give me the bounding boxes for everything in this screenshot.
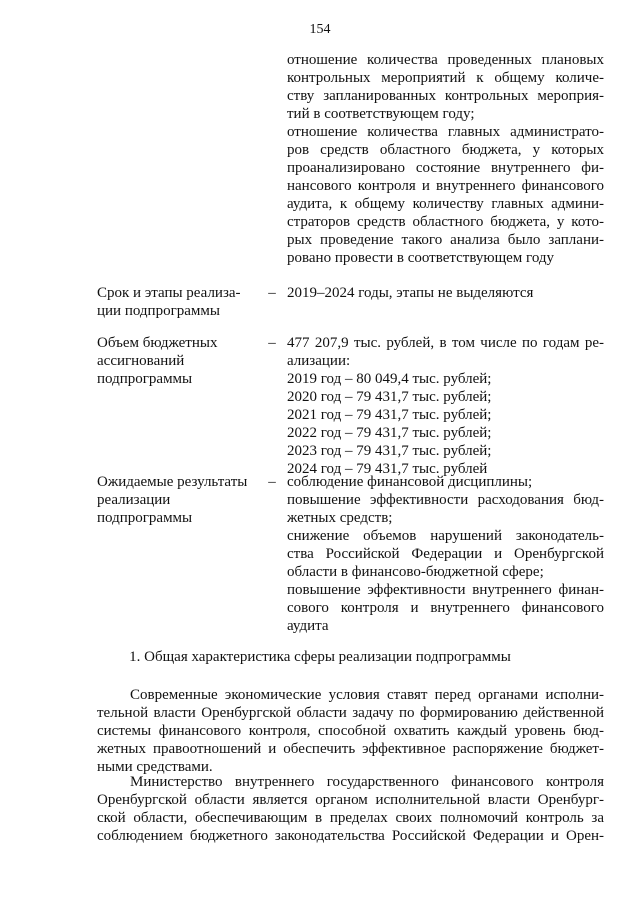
passport-label-results <box>97 473 265 527</box>
section-heading: 1. Общая характеристика сферы реализации подпрограммы <box>129 649 511 665</box>
text-line: ров средств областного бюджета, у которых <box>287 142 604 158</box>
passport-label-term <box>97 284 265 320</box>
text-line: аудита, к общему количеству главных админи- <box>287 196 604 212</box>
text-line: системы финансового контроля, способной охватить каждый уровень бюд- <box>97 723 604 739</box>
label-line: подпрограммы <box>97 510 193 526</box>
passport-value-budget <box>287 334 604 478</box>
label-line: реализации <box>97 492 171 508</box>
value-line: снижение объемов нарушений законодатель- <box>287 528 604 544</box>
paragraph-1 <box>97 686 604 776</box>
text-line: отношение количества проведенных плановых <box>287 52 604 68</box>
value-line: 2019–2024 годы, этапы не выделяются <box>287 285 534 301</box>
paragraph-2 <box>97 773 604 845</box>
text-line: тельной власти Оренбургской области задачу по формированию действенной <box>97 705 604 721</box>
text-line: рых проведение такого анализа было заплани- <box>287 232 604 248</box>
continuation-text <box>287 51 604 267</box>
text-line: Министерство внутреннего государственного финансового контроля <box>130 774 604 790</box>
value-line: ства Российской Федерации и Оренбургской <box>287 546 604 562</box>
text-line: соблюдением бюджетного законодательства Российской Федерации и Орен- <box>97 828 604 844</box>
label-line: Объем бюджетных <box>97 335 218 351</box>
label-line: ции подпрограммы <box>97 303 220 319</box>
text-line: ровано провести в соответствующем году <box>287 250 555 266</box>
value-line: 2024 год – 79 431,7 тыс. рублей <box>287 461 488 477</box>
label-line: ассигнований <box>97 353 185 369</box>
row-dash: – <box>268 474 276 490</box>
value-line: 2022 год – 79 431,7 тыс. рублей; <box>287 425 492 441</box>
label-line: Срок и этапы реализа- <box>97 285 241 301</box>
passport-value-term <box>287 284 604 302</box>
passport-value-results <box>287 473 604 635</box>
text-line: Оренбургской области является органом исполнительной власти Оренбург- <box>97 792 604 808</box>
text-line: жетных правоотношений и обеспечить эффективное распоряжение бюджет- <box>97 741 604 757</box>
value-line: повышение эффективности расходования бюд- <box>287 492 604 508</box>
text-line: Современные экономические условия ставят перед органами исполни- <box>130 687 604 703</box>
text-line: ской области, обеспечивающим в пределах своих полномочий контроль за <box>97 810 604 826</box>
text-line: проанализировано состояние внутреннего фи- <box>287 160 604 176</box>
label-line: Ожидаемые результаты <box>97 474 248 490</box>
text-line: отношение количества главных администрато- <box>287 124 604 140</box>
value-line: 477 207,9 тыс. рублей, в том числе по годам ре- <box>287 335 604 351</box>
value-line: 2023 год – 79 431,7 тыс. рублей; <box>287 443 492 459</box>
value-line: 2021 год – 79 431,7 тыс. рублей; <box>287 407 492 423</box>
text-line: страторов средств областного бюджета, у кото- <box>287 214 604 230</box>
text-line: контрольных мероприятий к общему количе- <box>287 70 604 86</box>
passport-label-budget <box>97 334 265 388</box>
value-line: 2020 год – 79 431,7 тыс. рублей; <box>287 389 492 405</box>
text-line: ству запланированных контрольных мероприя- <box>287 88 604 104</box>
text-line: нансового контроля и внутреннего финансового <box>287 178 604 194</box>
row-dash: – <box>268 285 276 301</box>
page-number: 154 <box>309 22 331 37</box>
label-line: подпрограммы <box>97 371 193 387</box>
text-line: ными средствами. <box>97 759 213 775</box>
value-line: сового контроля и внутреннего финансового <box>287 600 604 616</box>
value-line: ализации: <box>287 353 351 369</box>
value-line: повышение эффективности внутреннего финан- <box>287 582 604 598</box>
row-dash: – <box>268 335 276 351</box>
value-line: соблюдение финансовой дисциплины; <box>287 474 533 490</box>
value-line: аудита <box>287 618 329 634</box>
value-line: 2019 год – 80 049,4 тыс. рублей; <box>287 371 492 387</box>
value-line: области в финансово-бюджетной сфере; <box>287 564 544 580</box>
text-line: тий в соответствующем году; <box>287 106 475 122</box>
value-line: жетных средств; <box>287 510 393 526</box>
